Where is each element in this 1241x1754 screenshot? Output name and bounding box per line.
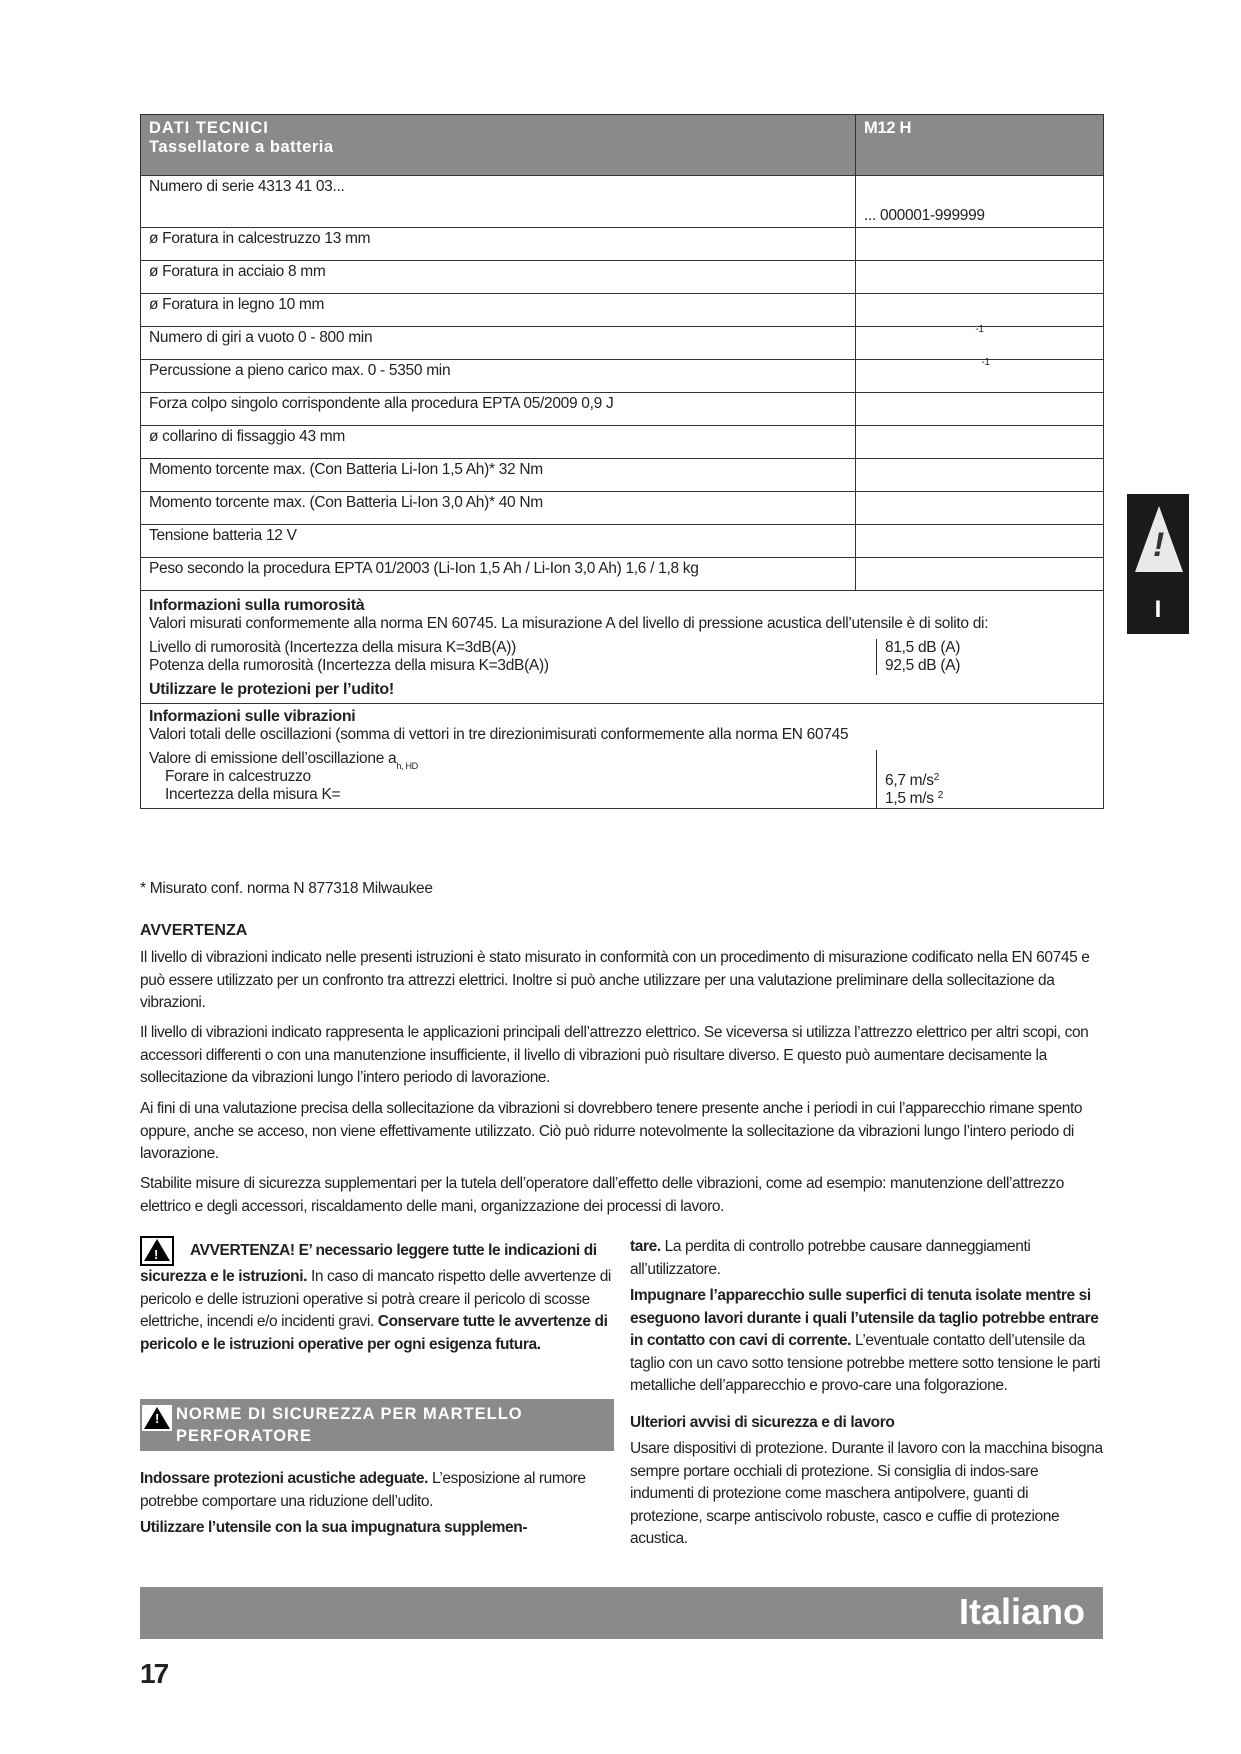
noise-info-section xyxy=(141,591,1104,704)
spec-row-label: ø Foratura in calcestruzzo 13 mm xyxy=(141,228,856,261)
spec-row-value xyxy=(856,176,1104,228)
spec-header-title: DATI TECNICI xyxy=(149,119,269,137)
handle-rule xyxy=(140,1517,614,1540)
warning-icon: ! xyxy=(140,1236,174,1266)
squared-unit: 2 xyxy=(933,772,939,783)
avvertenza-paragraph-3: Ai fini di una valutazione precisa della sollecitazione da vibrazioni si dovrebbero tenere presente anche i periodi in cui l’apparecchio rimane spento oppure, anche se acceso, non viene effettivamente utilizzato. Ciò può ridurre notevolmente la sollecitazione da vibrazioni lungo l’intero periodo di lavorazione. xyxy=(140,1100,1083,1162)
section-title-line-2: PERFORATORE xyxy=(176,1427,312,1445)
spec-row-label: ø Foratura in legno 10 mm xyxy=(141,294,856,327)
vibration-subscript: h, HD xyxy=(396,761,418,771)
rule-text: L’eventuale contatto dell’utensile da taglio con un cavo sotto tensione potrebbe mettere sotto tensione le parti metalliche dell’apparecchio e provo-care una folgorazione. xyxy=(630,1332,1101,1394)
vibration-info-intro: Valori totali delle oscillazioni (somma di vettori in tre direzionimisurati conformemente alla norma EN 60745 xyxy=(149,726,849,743)
drilling-concrete-value xyxy=(885,772,943,790)
language-footer-bar xyxy=(140,1587,1103,1639)
warning-keep-text: Conservare tutte le avvertenze di pericolo e le istruzioni operative per ogni esigenza futura. xyxy=(140,1313,608,1353)
uncertainty-number: 1,5 m/s xyxy=(885,790,934,807)
hearing-protection-warning: Utilizzare le protezioni per l’udito! xyxy=(149,681,394,698)
further-warnings-heading: Ulteriori avvisi di sicurezza e di lavoro xyxy=(630,1413,895,1431)
noise-level-label: Livello di rumorosità (Incertezza della misura K=3dB(A)) xyxy=(149,639,516,656)
spec-table xyxy=(140,114,1104,809)
vibration-value-column xyxy=(877,750,943,808)
avvertenza-paragraph-4: Stabilite misure di sicurezza supplementari per la tutela dell’operatore dall’effetto delle vibrazioni, come ad esempio: manutenzione dell’attrezzo elettrico e degli accessori, riscaldamento delle mani, organizzazione dei processi di lavoro. xyxy=(140,1175,1064,1215)
noise-power-value: 92,5 dB (A) xyxy=(885,657,961,674)
rule-text: La perdita di controllo potrebbe causare danneggiamenti all’utilizzatore. xyxy=(630,1238,1031,1278)
spec-row-label: Peso secondo la procedura EPTA 01/2003 (Li-Ion 1,5 Ah / Li-Ion 3,0 Ah) 1,6 / 1,8 kg xyxy=(141,558,856,591)
spec-row-label: Momento torcente max. (Con Batteria Li-Ion 1,5 Ah)* 32 Nm xyxy=(141,459,856,492)
avvertenza-paragraph-2: Il livello di vibrazioni indicato rappresenta le applicazioni principali dell’attrezzo elettrico. Se viceversa si utilizza l’attrezzo elettrico per altri scopi, con accessori differenti o con una manutenzione insufficiente, il livello di vibrazioni può risultare diverso. E questo può aumentare decisamente la sollecitazione da vibrazioni lungo l’intero periodo di lavorazione. xyxy=(140,1024,1089,1086)
footer-language: Italiano xyxy=(958,1591,1085,1632)
left-column xyxy=(140,1236,614,1360)
rule-text: L’esposizione al rumore potrebbe comportare una riduzione dell’udito. xyxy=(140,1470,586,1510)
spec-row-value xyxy=(856,357,1104,393)
spec-row-value xyxy=(856,393,1104,426)
rule-bold: Utilizzare l’utensile con la sua impugnatura supplemen- xyxy=(140,1519,528,1536)
spec-row-value xyxy=(856,492,1104,525)
section-header-safety xyxy=(140,1399,614,1451)
spec-row-value xyxy=(856,525,1104,558)
noise-values xyxy=(149,639,1095,675)
spec-row-label: Numero di serie 4313 41 03... xyxy=(141,176,856,228)
spec-row-value xyxy=(856,426,1104,459)
spec-row-value xyxy=(856,459,1104,492)
right-column xyxy=(630,1236,1104,1555)
left-column-rules xyxy=(140,1468,614,1544)
section-title-line-1: NORME DI SICUREZZA PER MARTELLO xyxy=(176,1405,523,1423)
spec-row-label: Forza colpo singolo corrispondente alla procedura EPTA 05/2009 0,9 J xyxy=(141,393,856,426)
spec-row-label: Numero di giri a vuoto 0 - 800 min xyxy=(141,327,856,360)
warning-icon: ! xyxy=(142,1405,172,1431)
vibration-emission-text: Valore di emissione dell’oscillazione a xyxy=(149,750,397,767)
vibration-labels xyxy=(141,750,877,808)
language-tab-letter: I xyxy=(1154,596,1162,623)
unit-exponent: -1 xyxy=(981,357,990,368)
unit-exponent: -1 xyxy=(975,324,984,335)
noise-value-column xyxy=(877,639,960,675)
spec-row-value xyxy=(856,294,1104,327)
safety-read-warning xyxy=(140,1236,614,1356)
language-side-tab xyxy=(1127,494,1189,634)
section-title xyxy=(176,1403,523,1447)
vibration-info-section xyxy=(141,704,1104,809)
rule-bold: Impugnare l’apparecchio sulle superfici di tenuta isolate mentre si eseguono lavori durante i quali l’utensile da taglio potrebbe entrare in contatto con cavi di corrente. xyxy=(630,1287,1099,1349)
vibration-values xyxy=(149,750,1095,808)
noise-level-value: 81,5 dB (A) xyxy=(885,639,961,656)
warning-text: In caso di mancato rispetto delle avvertenze di pericolo e delle istruzioni operative si potrà creare il pericolo di scosse elettriche, incendi e/o incidenti gravi. xyxy=(140,1268,611,1330)
spec-row-value xyxy=(856,261,1104,294)
handle-rule-continued xyxy=(630,1236,1104,1281)
noise-labels xyxy=(141,639,877,675)
avvertenza-paragraph-1: Il livello di vibrazioni indicato nelle presenti istruzioni è stato misurato in conformità con un procedimento di misurazione codificato nella EN 60745 e può essere utilizzato per un confronto tra attrezzi elettrici. Inoltre si può anche utilizzare per una valutazione preliminare della sollecitazione da vibrazioni. xyxy=(140,949,1090,1011)
protective-equipment-text: Usare dispositivi di protezione. Durante il lavoro con la macchina bisogna sempre portare occhiali di protezione. Si consiglia di indos-sare indumenti di protezione come maschera antipolvere, guanti di protezione, scarpe antiscivolo robuste, casco e cuffie di protezione acustica. xyxy=(630,1440,1103,1547)
avvertenza-heading: AVVERTENZA xyxy=(140,922,248,939)
drilling-concrete-number: 6,7 m/s xyxy=(885,772,934,789)
noise-power-label: Potenza della rumorosità (Incertezza della misura K=3dB(A)) xyxy=(149,657,549,674)
squared-unit: 2 xyxy=(937,790,944,801)
spec-header-subtitle: Tassellatore a batteria xyxy=(149,138,334,156)
noise-info-title: Informazioni sulla rumorosità xyxy=(149,597,365,614)
vibration-emission-label xyxy=(149,750,876,771)
spec-row-label: ø Foratura in acciaio 8 mm xyxy=(141,261,856,294)
insulated-grip-rule xyxy=(630,1285,1104,1398)
spec-row-label: Tensione batteria 12 V xyxy=(141,525,856,558)
spec-header-model: M12 H xyxy=(856,115,1104,176)
spec-row-value xyxy=(856,324,1104,360)
hearing-protection-rule xyxy=(140,1468,614,1513)
drilling-concrete-label: Forare in calcestruzzo xyxy=(165,768,311,785)
spec-row-value xyxy=(856,228,1104,261)
warning-bold-text: AVVERTENZA! E’ necessario leggere tutte le indicazioni di sicurezza e le istruzioni. xyxy=(140,1242,597,1285)
spec-row-value xyxy=(856,558,1104,591)
spec-row-label: Percussione a pieno carico max. 0 - 5350 min xyxy=(141,360,856,393)
uncertainty-label: Incertezza della misura K= xyxy=(165,786,341,803)
rule-bold: Indossare protezioni acustiche adeguate. xyxy=(140,1470,429,1487)
spec-header-left xyxy=(141,115,856,176)
page-number: 17 xyxy=(140,1658,168,1689)
exclamation-mark: ! xyxy=(1153,526,1165,564)
serial-range: ... 000001-999999 xyxy=(864,207,985,224)
footnote: * Misurato conf. norma N 877318 Milwaukee xyxy=(140,880,433,897)
rule-bold: tare. xyxy=(630,1238,661,1255)
noise-info-intro: Valori misurati conformemente alla norma EN 60745. La misurazione A del livello di pressione acustica dell’utensile è di solito di: xyxy=(149,615,989,632)
vibration-info-title: Informazioni sulle vibrazioni xyxy=(149,708,356,725)
spec-row-label: ø collarino di fissaggio 43 mm xyxy=(141,426,856,459)
spec-row-label: Momento torcente max. (Con Batteria Li-Ion 3,0 Ah)* 40 Nm xyxy=(141,492,856,525)
uncertainty-value xyxy=(885,790,943,808)
